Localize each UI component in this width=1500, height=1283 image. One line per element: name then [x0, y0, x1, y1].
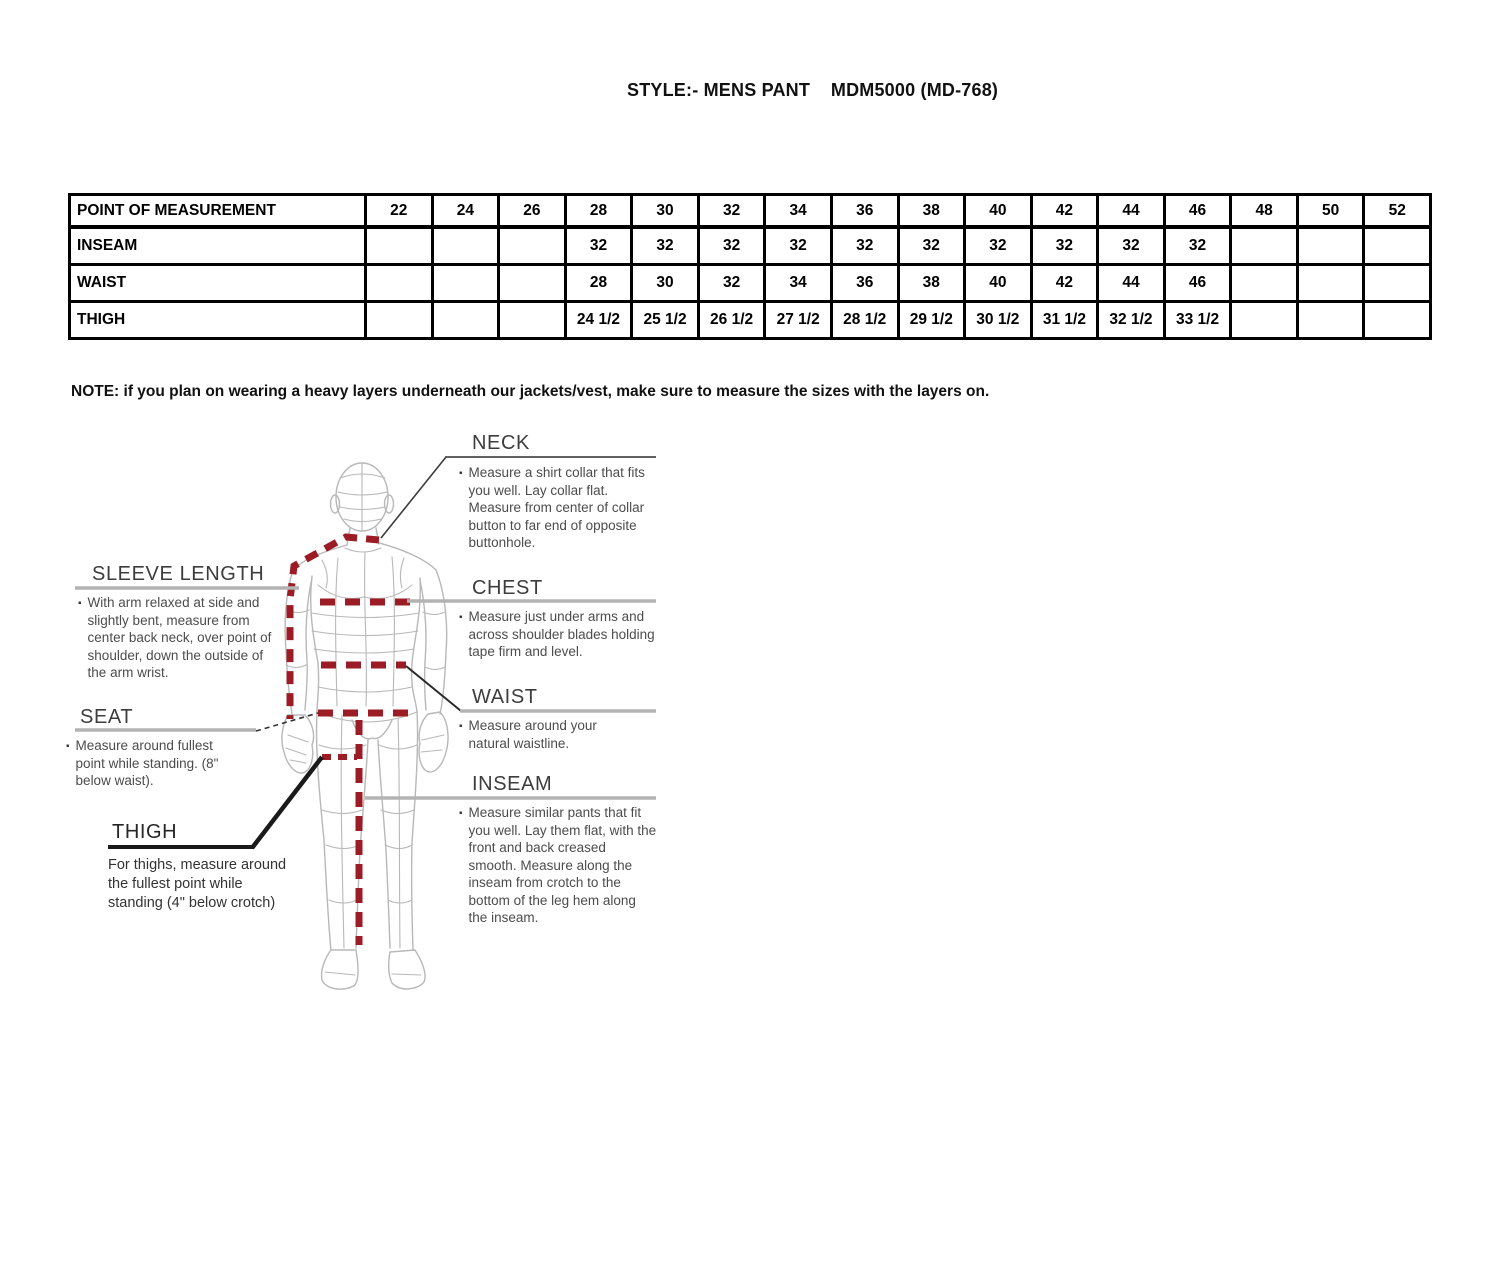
- bullet-square-icon: ▪: [459, 721, 463, 732]
- bullet-square-icon: ▪: [459, 612, 463, 623]
- size-cell: 28: [565, 265, 632, 302]
- thigh-callout-line: [252, 757, 322, 848]
- size-cell: 32: [1164, 227, 1231, 265]
- neck-heading: NECK: [472, 432, 530, 454]
- col-header: 34: [765, 195, 832, 228]
- size-cell: 29 1/2: [898, 302, 965, 339]
- size-cell: 25 1/2: [632, 302, 699, 339]
- size-cell: 38: [898, 265, 965, 302]
- style-title: STYLE:- MENS PANT MDM5000 (MD-768): [627, 80, 999, 100]
- sleeve-length-description: ▪ With arm relaxed at side and slightly bent, measure from center back neck, over point of shoulder, down the outside of the arm wrist.: [78, 595, 272, 681]
- size-cell: 27 1/2: [765, 302, 832, 339]
- size-cell: 33 1/2: [1164, 302, 1231, 339]
- row-label: WAIST: [70, 265, 366, 302]
- size-cell: 46: [1164, 265, 1231, 302]
- size-cell: 42: [1031, 265, 1098, 302]
- col-header: 28: [565, 195, 632, 228]
- row-label: THIGH: [70, 302, 366, 339]
- size-cell: 30: [632, 265, 699, 302]
- col-header: 38: [898, 195, 965, 228]
- neck-description: ▪ Measure a shirt collar that fits you well. Lay collar flat. Measure from center of collar button to far end of opposite buttonhole.: [459, 465, 645, 551]
- waist-callout-line: [406, 666, 461, 711]
- chest-description: ▪ Measure just under arms and across shoulder blades holding tape firm and level.: [459, 609, 655, 660]
- size-cell: 32: [898, 227, 965, 265]
- bullet-square-icon: ▪: [66, 741, 70, 752]
- bullet-square-icon: ▪: [459, 808, 463, 819]
- col-header: 24: [432, 195, 499, 228]
- size-cell: 32: [698, 265, 765, 302]
- col-header: 36: [831, 195, 898, 228]
- sleeve-length-heading: SLEEVE LENGTH: [92, 563, 265, 585]
- note-text: NOTE: if you plan on wearing a heavy layers underneath our jackets/vest, make sure to measure the sizes with the layers on.: [71, 383, 990, 400]
- thigh-description: For thighs, measure around the fullest point while standing (4" below crotch): [108, 857, 287, 912]
- size-cell: 32 1/2: [1098, 302, 1165, 339]
- col-header: 26: [499, 195, 566, 228]
- size-cell: 32: [1031, 227, 1098, 265]
- row-label: INSEAM: [70, 227, 366, 265]
- col-header: 52: [1364, 195, 1431, 228]
- col-header: 22: [366, 195, 433, 228]
- size-cell: 32: [1098, 227, 1165, 265]
- size-cell: 24 1/2: [565, 302, 632, 339]
- neck-callout-line: [381, 457, 446, 538]
- size-cell: 44: [1098, 265, 1165, 302]
- col-header: POINT OF MEASUREMENT: [70, 195, 366, 228]
- col-header: 40: [965, 195, 1032, 228]
- col-header: 32: [698, 195, 765, 228]
- col-header: 42: [1031, 195, 1098, 228]
- size-cell: 36: [831, 265, 898, 302]
- size-cell: 31 1/2: [1031, 302, 1098, 339]
- col-header: 46: [1164, 195, 1231, 228]
- col-header: 50: [1297, 195, 1364, 228]
- col-header: 30: [632, 195, 699, 228]
- size-cell: 30 1/2: [965, 302, 1032, 339]
- waist-heading: WAIST: [472, 686, 538, 708]
- size-cell: 32: [965, 227, 1032, 265]
- inseam-heading: INSEAM: [472, 773, 553, 795]
- bullet-square-icon: ▪: [459, 468, 463, 479]
- size-cell: 32: [565, 227, 632, 265]
- size-cell: 32: [831, 227, 898, 265]
- figure-outline: [282, 463, 448, 989]
- size-cell: 32: [765, 227, 832, 265]
- inseam-description: ▪ Measure similar pants that fit you well. Lay them flat, with the front and back creased smooth. Measure along the inseam from crotch to the bottom of the leg hem along the inseam.: [459, 805, 657, 926]
- size-cell: 34: [765, 265, 832, 302]
- chest-heading: CHEST: [472, 577, 543, 599]
- seat-description: ▪ Measure around fullest point while standing. (8" below waist).: [66, 738, 219, 789]
- thigh-heading: THIGH: [112, 821, 178, 843]
- size-cell: 40: [965, 265, 1032, 302]
- bullet-square-icon: ▪: [78, 598, 82, 609]
- waist-description: ▪ Measure around your natural waistline.: [459, 718, 597, 751]
- size-cell: 32: [632, 227, 699, 265]
- col-header: 44: [1098, 195, 1165, 228]
- size-cell: 26 1/2: [698, 302, 765, 339]
- col-header: 48: [1231, 195, 1298, 228]
- size-cell: 32: [698, 227, 765, 265]
- seat-heading: SEAT: [80, 706, 134, 728]
- size-cell: 28 1/2: [831, 302, 898, 339]
